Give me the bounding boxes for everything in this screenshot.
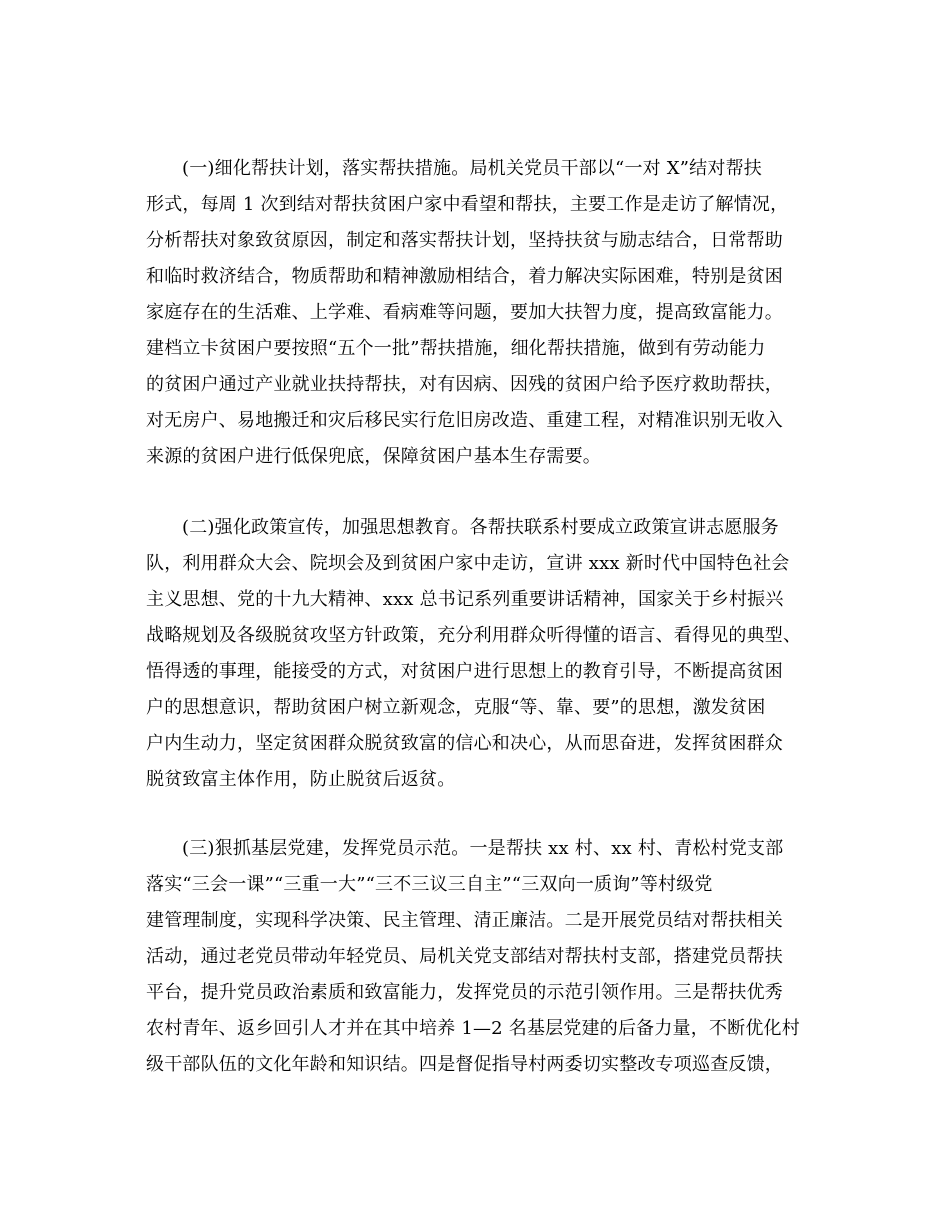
paragraph-line: 对无房户、易地搬迁和灾后移民实行危旧房改造、重建工程，对精准识别无收入 bbox=[146, 410, 783, 431]
paragraph-2 bbox=[146, 511, 826, 801]
paragraph-line: (一)细化帮扶计划，落实帮扶措施。局机关党员干部以“一对 X”结对帮扶 bbox=[182, 158, 762, 179]
paragraph-line: 户的思想意识，帮助贫困户树立新观念，克服“等、靠、要”的思想，激发贫困 bbox=[146, 697, 766, 718]
paragraph-1 bbox=[146, 152, 826, 482]
paragraph-line: 户内生动力，坚定贫困群众脱贫致富的信心和决心，从而思奋进，发挥贫困群众 bbox=[146, 733, 783, 754]
paragraph-line: 的贫困户通过产业就业扶持帮扶，对有因病、因残的贫困户给予医疗救助帮扶， bbox=[146, 374, 783, 395]
paragraph-line: 来源的贫困户进行低保兜底，保障贫困户基本生存需要。 bbox=[146, 446, 601, 467]
paragraph-line: 家庭存在的生活难、上学难、看病难等问题，要加大扶智力度，提高致富能力。 bbox=[146, 302, 783, 323]
paragraph-line: 形式，每周 1 次到结对帮扶贫困户家中看望和帮扶，主要工作是走访了解情况， bbox=[146, 194, 789, 215]
paragraph-line: 级干部队伍的文化年龄和知识结。四是督促指导村两委切实整改专项巡查反馈， bbox=[146, 1054, 783, 1075]
paragraph-line: 队，利用群众大会、院坝会及到贫困户家中走访，宣讲 xxx 新时代中国特色社会 bbox=[146, 553, 790, 574]
paragraph-line: 主义思想、党的十九大精神、xxx 总书记系列重要讲话精神，国家关于乡村振兴 bbox=[146, 589, 784, 610]
paragraph-line: 分析帮扶对象致贫原因，制定和落实帮扶计划，坚持扶贫与励志结合，日常帮助 bbox=[146, 230, 783, 251]
paragraph-line: 脱贫致富主体作用，防止脱贫后返贫。 bbox=[146, 769, 456, 790]
paragraph-line: 建管理制度，实现科学决策、民主管理、清正廉洁。二是开展党员结对帮扶相关 bbox=[146, 910, 783, 931]
paragraph-line: (三)狠抓基层党建，发挥党员示范。一是帮扶 xx 村、xx 村、青松村党支部 bbox=[182, 838, 784, 859]
paragraph-line: 平台，提升党员政治素质和致富能力，发挥党员的示范引领作用。三是帮扶优秀 bbox=[146, 982, 783, 1003]
paragraph-line: 和临时救济结合，物质帮助和精神激励相结合，着力解决实际困难，特别是贫困 bbox=[146, 266, 783, 287]
paragraph-line: (二)强化政策宣传，加强思想教育。各帮扶联系村要成立政策宣讲志愿服务 bbox=[182, 517, 779, 538]
paragraph-line: 活动，通过老党员带动年轻党员、局机关党支部结对帮扶村支部，搭建党员帮扶 bbox=[146, 946, 783, 967]
paragraph-line: 战略规划及各级脱贫攻坚方针政策，充分利用群众听得懂的语言、看得见的典型、 bbox=[146, 625, 802, 646]
paragraph-line: 农村青年、返乡回引人才并在其中培养 1—2 名基层党建的后备力量，不断优化村 bbox=[146, 1018, 800, 1039]
paragraph-line: 悟得透的事理，能接受的方式，对贫困户进行思想上的教育引导，不断提高贫困 bbox=[146, 661, 783, 682]
paragraph-3 bbox=[146, 832, 826, 1087]
paragraph-line: 落实“三会一课”“三重一大”“三不三议三自主”“三双向一质询”等村级党 bbox=[146, 874, 713, 895]
paragraph-line: 建档立卡贫困户要按照“五个一批”帮扶措施，细化帮扶措施，做到有劳动能力 bbox=[146, 338, 766, 359]
